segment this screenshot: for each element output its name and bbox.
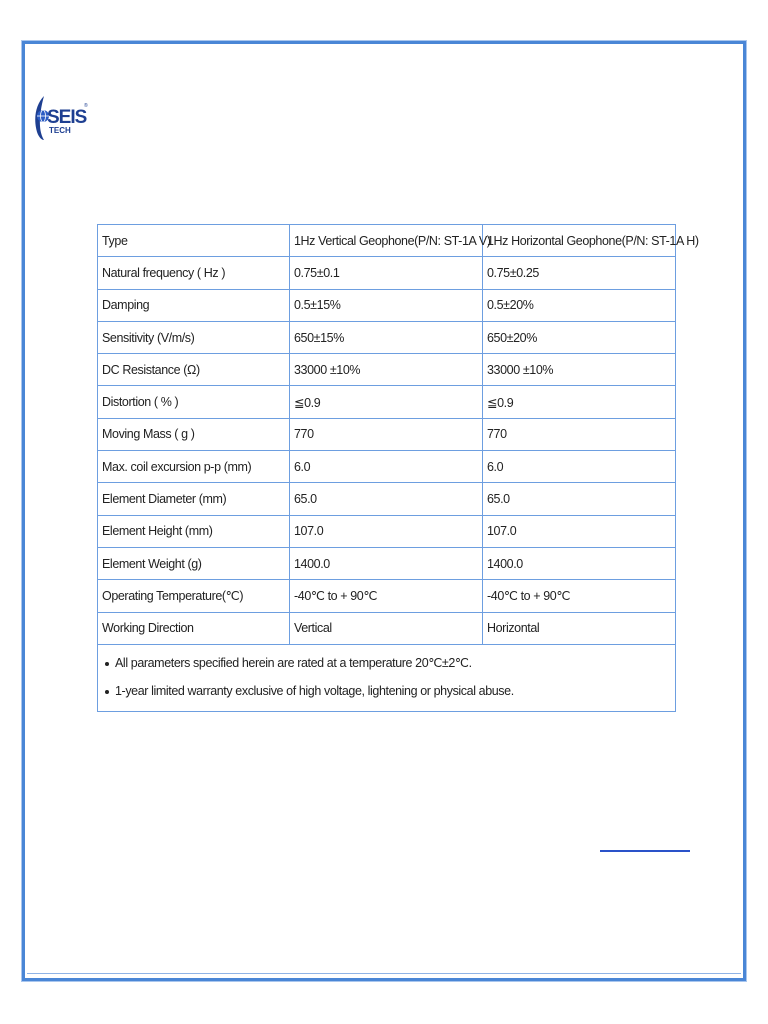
horizontal-value-cell: 1Hz Horizontal Geophone(P/N: ST-1A H) — [483, 225, 676, 257]
spec-row — [98, 386, 676, 418]
horizontal-value-cell: ≦0.9 — [483, 386, 676, 418]
parameter-cell: DC Resistance (Ω) — [98, 354, 290, 386]
spec-row — [98, 483, 676, 515]
page-frame — [22, 41, 746, 981]
bullet-icon — [105, 662, 109, 666]
svg-text:®: ® — [84, 103, 88, 109]
horizontal-value-cell: 6.0 — [483, 451, 676, 483]
vertical-value-cell: 0.5±15% — [290, 289, 483, 321]
spec-row — [98, 418, 676, 450]
spec-row — [98, 612, 676, 644]
parameter-cell: Distortion ( % ) — [98, 386, 290, 418]
vertical-value-cell: 1Hz Vertical Geophone(P/N: ST-1A V) — [290, 225, 483, 257]
note-item — [104, 649, 669, 677]
parameter-cell: Type — [98, 225, 290, 257]
horizontal-value-cell: 650±20% — [483, 321, 676, 353]
parameter-cell: Moving Mass ( g ) — [98, 418, 290, 450]
svg-text:TECH: TECH — [49, 126, 71, 135]
vertical-value-cell: 0.75±0.1 — [290, 257, 483, 289]
horizontal-value-cell: Horizontal — [483, 612, 676, 644]
horizontal-value-cell: -40℃ to + 90℃ — [483, 580, 676, 612]
vertical-value-cell: 650±15% — [290, 321, 483, 353]
vertical-value-cell: Vertical — [290, 612, 483, 644]
svg-text:SEIS: SEIS — [47, 107, 87, 128]
notes-row — [98, 644, 676, 711]
spec-row — [98, 354, 676, 386]
parameter-cell: Max. coil excursion p-p (mm) — [98, 451, 290, 483]
vertical-value-cell: ≦0.9 — [290, 386, 483, 418]
notes-cell — [98, 644, 676, 711]
note-text: All parameters specified herein are rated at a temperature 20℃±2℃. — [115, 656, 472, 671]
parameter-cell: Damping — [98, 289, 290, 321]
spec-row — [98, 451, 676, 483]
vertical-value-cell: 33000 ±10% — [290, 354, 483, 386]
spec-row — [98, 225, 676, 257]
parameter-cell: Sensitivity (V/m/s) — [98, 321, 290, 353]
seis-tech-logo — [30, 92, 90, 142]
parameter-cell: Element Weight (g) — [98, 547, 290, 579]
bullet-icon — [105, 690, 109, 694]
horizontal-value-cell: 1400.0 — [483, 547, 676, 579]
spec-row — [98, 515, 676, 547]
link-underline[interactable] — [600, 850, 690, 852]
vertical-value-cell: 65.0 — [290, 483, 483, 515]
spec-row — [98, 547, 676, 579]
vertical-value-cell: 6.0 — [290, 451, 483, 483]
horizontal-value-cell: 33000 ±10% — [483, 354, 676, 386]
vertical-value-cell: 770 — [290, 418, 483, 450]
parameter-cell: Element Diameter (mm) — [98, 483, 290, 515]
horizontal-value-cell: 65.0 — [483, 483, 676, 515]
note-text: 1-year limited warranty exclusive of high voltage, lightening or physical abuse. — [115, 683, 514, 698]
spec-row — [98, 257, 676, 289]
spec-row — [98, 289, 676, 321]
horizontal-value-cell: 107.0 — [483, 515, 676, 547]
spec-row — [98, 580, 676, 612]
note-item — [104, 677, 669, 705]
parameter-cell: Operating Temperature(℃) — [98, 580, 290, 612]
horizontal-value-cell: 770 — [483, 418, 676, 450]
parameter-cell: Element Height (mm) — [98, 515, 290, 547]
vertical-value-cell: 1400.0 — [290, 547, 483, 579]
horizontal-value-cell: 0.75±0.25 — [483, 257, 676, 289]
spec-row — [98, 321, 676, 353]
vertical-value-cell: -40℃ to + 90℃ — [290, 580, 483, 612]
horizontal-value-cell: 0.5±20% — [483, 289, 676, 321]
geophone-spec-table — [97, 224, 699, 712]
parameter-cell: Natural frequency ( Hz ) — [98, 257, 290, 289]
vertical-value-cell: 107.0 — [290, 515, 483, 547]
parameter-cell: Working Direction — [98, 612, 290, 644]
